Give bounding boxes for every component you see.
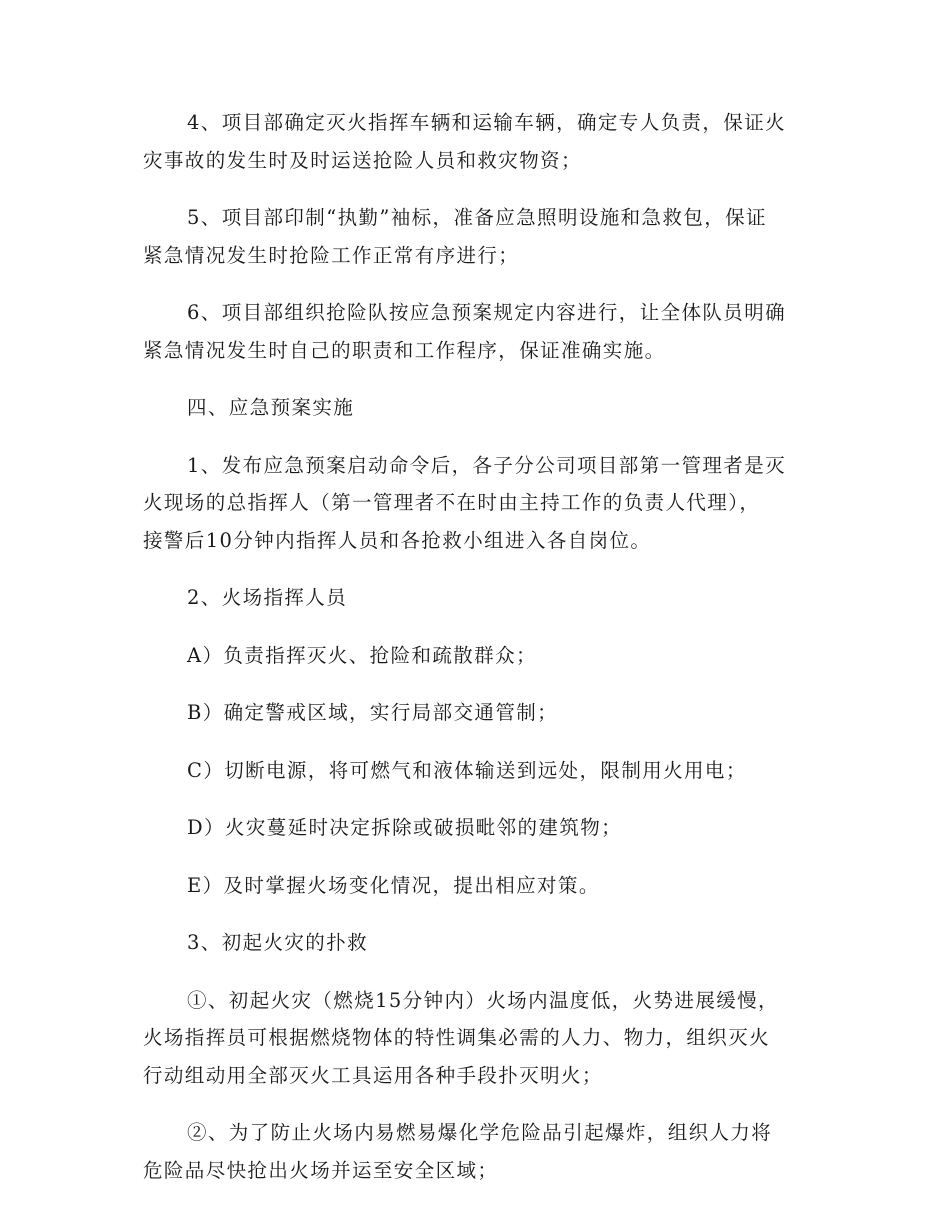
section-heading-text: 四、应急预案实施 [187, 396, 355, 419]
paragraph-implementation-2 [143, 579, 808, 617]
paragraph-implementation-1 [143, 447, 808, 560]
text-line: 接警后10分钟内指挥人员和各抢救小组进入各自岗位。 [143, 528, 652, 552]
text-line: B）确定警戒区域，实行局部交通管制； [187, 701, 559, 724]
text-line: A）负责指挥灭火、抢险和疏散群众； [187, 643, 537, 667]
text-line: 3、初起火灾的扑救 [187, 931, 369, 954]
paragraph-item-5 [143, 199, 808, 274]
text-line: E）及时掌握火场变化情况，提出相应对策。 [187, 873, 600, 897]
text-line: 6、项目部组织抢险队按应急预案规定内容进行，让全体队员明确 [187, 301, 787, 324]
list-item-e [143, 867, 808, 905]
list-item-a [143, 637, 808, 675]
text-line: 紧急情况发生时抢险工作正常有序进行； [143, 243, 520, 267]
paragraph-item-6 [143, 294, 808, 369]
section-heading [143, 389, 808, 427]
document-body [143, 104, 808, 1209]
list-item-circled-2 [143, 1114, 808, 1189]
text-line: 行动组动用全部灭火工具运用各种手段扑灭明火； [143, 1063, 603, 1087]
text-line: 5、项目部印制“执勤”袖标，准备应急照明设施和急救包，保证 [187, 206, 767, 229]
text-line: 1、发布应急预案启动命令后，各子分公司项目部第一管理者是灭 [187, 453, 787, 477]
text-line: D）火灾蔓延时决定拆除或破损毗邻的建筑物； [187, 816, 623, 839]
text-line: C）切断电源，将可燃气和液体输送到远处，限制用火用电； [187, 758, 747, 782]
text-line: 火场指挥员可根据燃烧物体的特性调集必需的人力、物力，组织灭火 [143, 1026, 771, 1049]
paragraph-item-4 [143, 104, 808, 179]
list-item-d [143, 809, 808, 847]
text-line: 4、项目部确定灭火指挥车辆和运输车辆，确定专人负责，保证火 [187, 111, 787, 134]
text-line: 灾事故的发生时及时运送抢险人员和救灾物资； [143, 148, 582, 172]
list-item-c [143, 752, 808, 790]
text-line: 2、火场指挥人员 [187, 586, 348, 609]
text-line: 危险品尽快抢出火场并运至安全区域； [143, 1158, 499, 1182]
paragraph-implementation-3 [143, 924, 808, 962]
list-item-b [143, 694, 808, 732]
text-line: ①、初起火灾（燃烧15分钟内）火场内温度低，火势进展缓慢， [187, 988, 779, 1012]
list-item-circled-1 [143, 982, 808, 1095]
text-line: ②、为了防止火场内易燃易爆化学危险品引起爆炸，组织人力将 [187, 1121, 773, 1144]
text-line: 火现场的总指挥人（第一管理者不在时由主持工作的负责人代理）， [143, 491, 761, 514]
text-line: 紧急情况发生时自己的职责和工作程序，保证准确实施。 [143, 338, 666, 362]
